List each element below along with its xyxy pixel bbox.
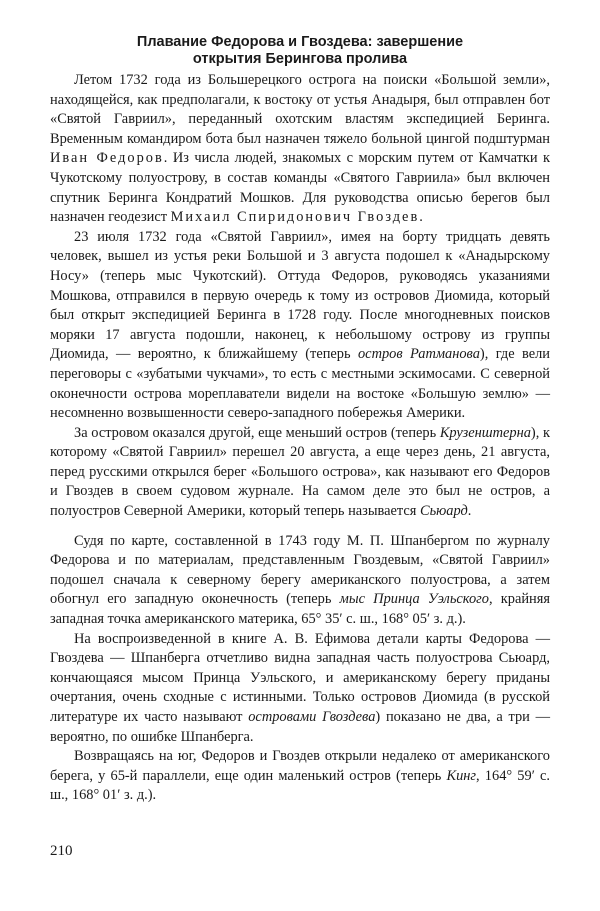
paragraph-3 bbox=[50, 424, 550, 522]
p2-text-a: 23 июля 1732 года «Святой Гавриил», имея на борту тридцать девять человек, вышел из устья реки Большой и 3 августа подошел к «Анадырскому Носу» (теперь мыс Чукотский). Оттуда Федоров, руководясь указаниями Мошкова, отправился в первую очередь к тому из островов Диомида, который был открыт экспедицией Беринга в 1728 году. После многодневных поисков моряки 17 августа подошли, наконец, к небольшому острову из группы Диомида, — вероятно, к ближайшему (теперь bbox=[50, 228, 550, 363]
paragraph-4 bbox=[50, 532, 550, 630]
p4-text-a: Судя по карте, составленной в 1743 году М. П. Шпанбергом по журналу Федорова и по материалам, представленным Гвоздевым, «Святой Гавриил» подошел сначала к северному берегу американского полуострова, а затем обогнул его западную оконечность (теперь bbox=[50, 532, 550, 608]
p3-italic-kruzenshtern: Крузенштерна bbox=[439, 424, 531, 441]
p1-text-c: . Из числа людей, знакомых с морским путем от Камчатки к Чукотскому полуострову, в состав команды «Святого Гавриила» был включен спутник Беринга Кондратий Мошков. Для руководства описью берегов был назначен геодезист bbox=[50, 150, 551, 226]
p2-italic-ratmanov: остров Ратманова bbox=[357, 346, 480, 363]
p3-text-a: За островом оказался другой, еще меньший остров (теперь bbox=[74, 424, 440, 441]
p5-italic-gvozdev-islands: островами Гвоздева bbox=[248, 709, 376, 725]
p6-italic-king: Кинг bbox=[446, 767, 477, 784]
p3-text-e: . bbox=[467, 503, 472, 520]
p1-text-e: . bbox=[419, 209, 423, 226]
p6-text-c: , 164° 59′ с. ш., 168° 01′ з. д.). bbox=[50, 767, 550, 804]
p5-text-c: ) показано не два, а три — вероятно, по ошибке Шпанберга. bbox=[50, 709, 550, 745]
paragraph-6 bbox=[50, 747, 550, 806]
heading-line-2: открытия Берингова пролива bbox=[192, 51, 408, 67]
main-text bbox=[50, 71, 550, 806]
paragraph-5 bbox=[50, 630, 550, 748]
p1-name-gvozdev: Михаил Спиридонович Гвоздев bbox=[170, 209, 420, 226]
page-number: 210 bbox=[50, 843, 73, 859]
p5-text-a: На воспроизведенной в книге А. В. Ефимова детали карты Федорова — Гвоздева — Шпанберга отчетливо видна западная часть полуострова Сьюард, кончающаяся мысом Принца Уэльского, и американскому берегу приданы очертания, очень сходные с истинными. Только островов Диомида (в русской литературе их часто называют bbox=[50, 630, 550, 725]
paragraph-1 bbox=[50, 71, 550, 228]
chapter-heading bbox=[50, 34, 550, 68]
p6-text-a: Возвращаясь на юг, Федоров и Гвоздев открыли недалеко от американского берега, у 65-й параллели, еще один маленький остров (теперь bbox=[50, 748, 550, 784]
paragraph-2 bbox=[50, 228, 550, 424]
p1-name-fedorov: Иван Федоров bbox=[50, 150, 164, 167]
p1-text-a: Летом 1732 года из Большерецкого острога на поиски «Большой земли», находящейся, как предполагали, к востоку от устья Анадыря, был отправлен бот «Святой Гавриил», переданный охотским властям экспедицией Беринга. Временным командиром бота был назначен тяжело больной цингой подштурман bbox=[50, 72, 550, 147]
p3-italic-seward: Сьюард bbox=[419, 503, 468, 520]
p4-text-c: , крайняя западная точка американского материка, 65° 35′ с. ш., 168° 05′ з. д.). bbox=[50, 591, 550, 628]
heading-line-1: Плавание Федорова и Гвоздева: завершение bbox=[136, 34, 464, 50]
p3-text-c: ), к которому «Святой Гавриил» перешел 20 августа, а еще через день, 21 августа, перед русскими открылся берег «Большого острова», как называют его Федоров и Гвоздев в своем судовом журнале. На самом деле это был не остров, а полуостров Северной Америки, который теперь называется bbox=[50, 424, 550, 520]
p2-text-c: ), где вели переговоры с «зубатыми чукчами», то есть с местными эскимосами. С северной оконечности острова мореплаватели видели на востоке «Большую землю» — несомненно возвышенности северо-западного побережья Америки. bbox=[50, 346, 550, 422]
p4-italic-prince-wales: мыс Принца Уэльского bbox=[339, 591, 489, 608]
